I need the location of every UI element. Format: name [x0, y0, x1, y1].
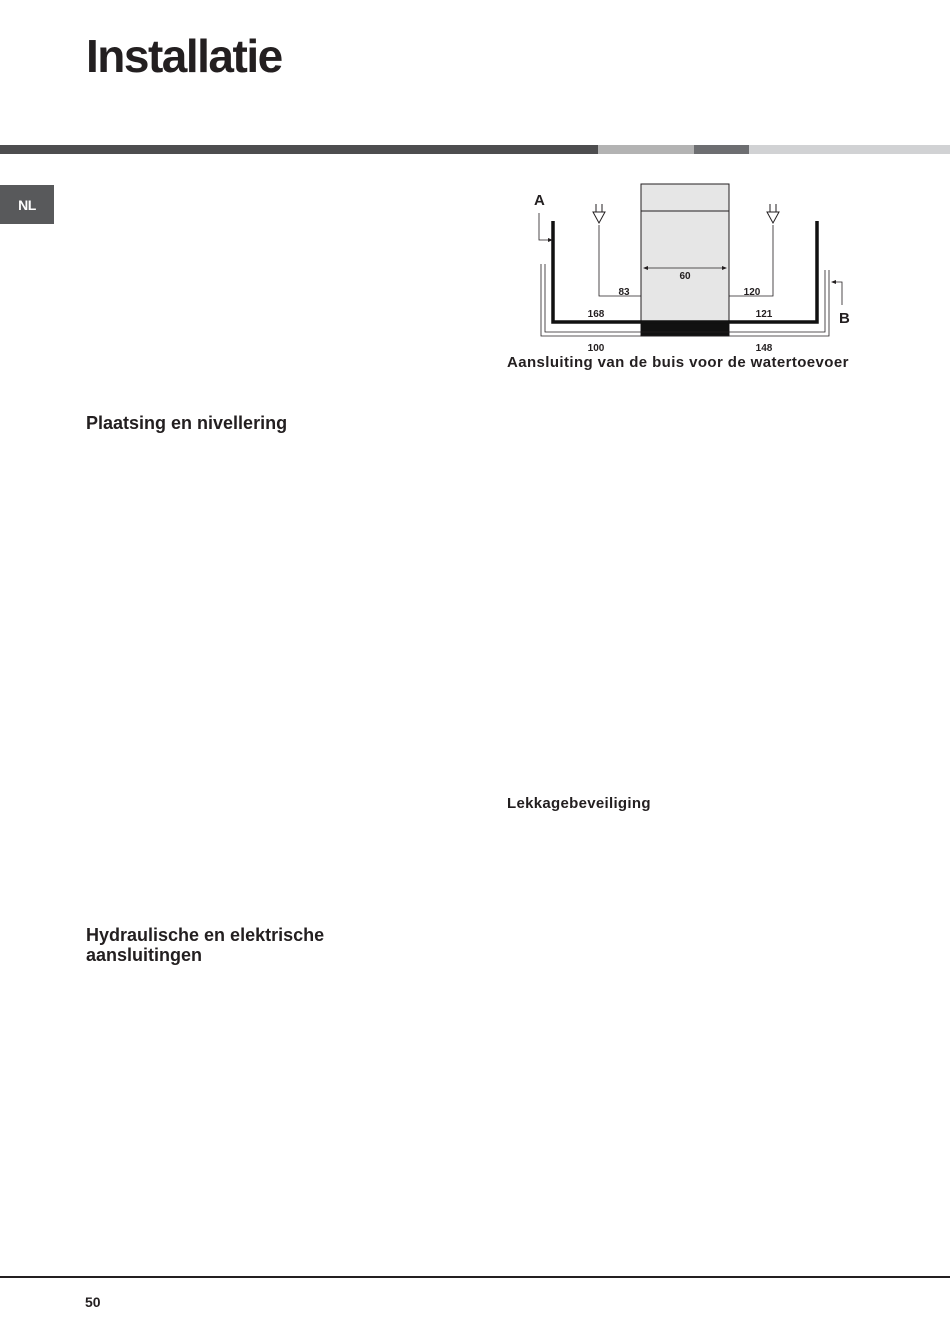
section-heading-placement: Plaatsing en nivellering — [86, 413, 288, 433]
label-a-pointer — [539, 213, 551, 240]
left-pipe — [599, 225, 641, 296]
label-a: A — [534, 192, 545, 209]
language-tab: NL — [0, 185, 54, 224]
page-number: 50 — [85, 1294, 101, 1310]
left-tap-icon — [593, 212, 605, 223]
dimension-label: 120 — [743, 287, 761, 298]
dimension-label: 60 — [679, 271, 691, 282]
color-bar-segment — [694, 145, 749, 154]
label-b-pointer — [833, 282, 842, 305]
appliance-body — [641, 184, 729, 336]
diagram-caption: Aansluiting van de buis voor de watertoevoer — [507, 354, 849, 371]
dimension-label: 100 — [587, 343, 605, 354]
color-bar-segment — [749, 145, 950, 154]
page-title: Installatie — [86, 30, 282, 82]
leak-protection-heading: Lekkagebeveiliging — [507, 795, 651, 812]
dimension-label: 168 — [587, 309, 605, 320]
dimension-label: 83 — [618, 287, 630, 298]
right-pipe — [729, 225, 773, 296]
color-bar-segment — [0, 145, 598, 154]
water-connection-diagram — [505, 180, 885, 355]
footer-divider — [0, 1276, 950, 1278]
dimension-label: 121 — [755, 309, 773, 320]
header-color-bar — [0, 145, 950, 154]
right-tap-icon — [767, 212, 779, 223]
color-bar-segment — [598, 145, 694, 154]
dimension-label: 148 — [755, 343, 773, 354]
label-b: B — [839, 310, 850, 327]
section-heading-connections: Hydraulische en elektrische aansluitingen — [86, 925, 325, 965]
label-b-arrow-head — [831, 280, 836, 284]
